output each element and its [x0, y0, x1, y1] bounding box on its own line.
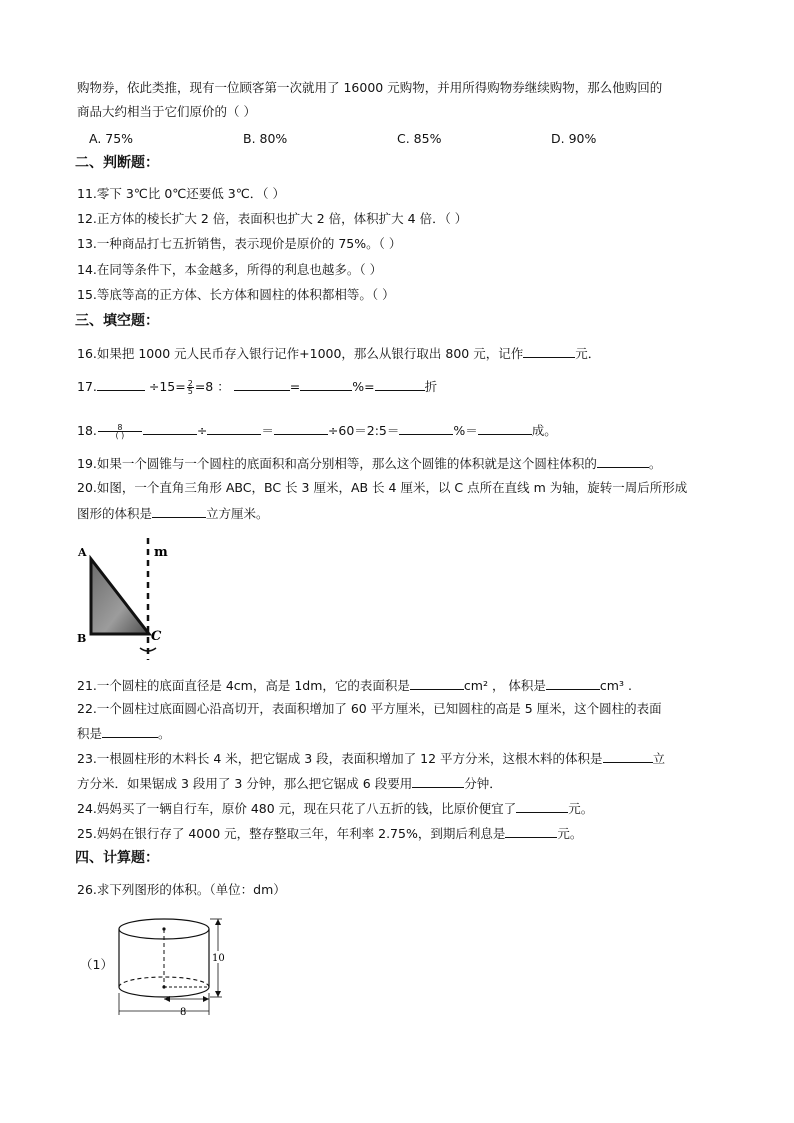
q16 — [77, 345, 600, 362]
section-3-heading: 三、填空题： — [75, 313, 159, 329]
q22-blank[interactable] — [102, 725, 158, 738]
q18-cheng: 成。 — [531, 423, 557, 438]
label-a: A — [78, 546, 87, 559]
q19-blank[interactable] — [597, 455, 649, 468]
label-m: m — [154, 545, 168, 560]
q17-blank-4[interactable] — [375, 378, 425, 391]
q18-blank-5[interactable] — [478, 422, 532, 435]
q18-blank-4[interactable] — [399, 422, 453, 435]
q13: 13.一种商品打七五折销售，表示现价是原价的 75%。（ ） — [77, 236, 402, 251]
q21-blank-1[interactable] — [410, 677, 464, 690]
q16-blank[interactable] — [523, 345, 575, 358]
intro-line-1: 购物券，依此类推，现有一位顾客第一次就用了 16000 元购物，并用所得购物券继续购物，那么他购回的 — [77, 80, 663, 95]
q16-unit: 元． — [575, 346, 601, 361]
q18-number: 18. — [77, 423, 97, 438]
cylinder-figure — [112, 915, 232, 1019]
q17-fraction: $\frac{2}{5}$ — [187, 379, 193, 396]
q19: 19.如果一个圆锥与一个圆柱的底面积和高分别相等，那么这个圆锥的体积就是这个圆柱体积的 。 — [77, 456, 662, 471]
q15: 15.等底等高的正方体、长方体和圆柱的体积都相等。（ ） — [77, 287, 395, 302]
q17-pct: %= — [352, 379, 375, 394]
q26: 26.求下列图形的体积。（单位：dm） — [77, 882, 286, 897]
q18-fraction: $\frac{8}{( )}$ — [98, 424, 142, 439]
q19-text: 19.如果一个圆锥与一个圆柱的底面积和高分别相等，那么这个圆锥的体积就是这个圆柱体积的 — [77, 456, 597, 471]
q17-blank-3[interactable] — [300, 378, 352, 391]
intro-line-2: 商品大约相当于它们原价的（ ） — [77, 104, 256, 119]
q17-blank-1[interactable] — [97, 378, 145, 391]
q25: 25.妈妈在银行存了 4000 元，整存整取三年，年利率 2.75%，到期后利息是 元。 — [77, 826, 583, 841]
q17-blank-2[interactable] — [234, 378, 290, 391]
q17-eq8: =8 ： — [194, 379, 230, 394]
q11: 11.零下 3℃比 0℃还要低 3℃．（ ） — [77, 186, 285, 201]
q20-line-1: 20.如图，一个直角三角形 ABC，BC 长 3 厘米，AB 长 4 厘米，以 C 点所在直线 m 为轴，旋转一周后所形成 — [77, 480, 688, 495]
q21-blank-2[interactable] — [546, 677, 600, 690]
q17-eq: = — [289, 379, 301, 394]
q20-blank[interactable] — [152, 505, 206, 518]
q25-blank[interactable] — [505, 825, 557, 838]
q18-ratio: ÷60＝2:5＝ — [327, 423, 400, 438]
option-d: D. 90% — [551, 131, 597, 146]
q23-line-1: 23.一根圆柱形的木料长 4 米，把它锯成 3 段，表面积增加了 12 平方分米，这根木料的体积是 立 — [77, 751, 666, 766]
q24: 24.妈妈买了一辆自行车，原价 480 元，现在只花了八五折的钱，比原价便宜了 元。 — [77, 801, 594, 816]
q18-div: ÷ — [196, 423, 208, 438]
q22-line-2: 积是 。 — [77, 726, 171, 741]
section-2-heading: 二、判断题： — [75, 155, 159, 171]
q17-number: 17. — [77, 379, 97, 394]
q18-blank-1[interactable] — [143, 422, 197, 435]
option-b: B. 80% — [243, 131, 288, 146]
q21: 21.一个圆柱的底面直径是 4cm，高是 1dm，它的表面积是 cm² ， 体积是 cm³ . — [77, 678, 632, 693]
section-4-heading: 四、计算题： — [75, 850, 159, 866]
q20-line-2: 图形的体积是 立方厘米。 — [77, 506, 269, 521]
option-c: C. 85% — [397, 131, 442, 146]
figure-2-label: （1） — [80, 957, 113, 972]
q23-blank-1[interactable] — [603, 750, 653, 763]
q18 — [77, 422, 557, 439]
label-c: C — [151, 629, 162, 644]
q12: 12.正方体的棱长扩大 2 倍，表面积也扩大 2 倍，体积扩大 4 倍．（ ） — [77, 211, 468, 226]
q14: 14.在同等条件下，本金越多，所得的利息也越多。（ ） — [77, 262, 383, 277]
q22-line-1: 22.一个圆柱过底面圆心沿高切开，表面积增加了 60 平方厘米，已知圆柱的高是 5 厘米，这个圆柱的表面 — [77, 701, 662, 716]
q24-blank[interactable] — [516, 800, 568, 813]
q17-div15: ÷15= — [148, 379, 186, 394]
q23-line-2: 方分米．如果锯成 3 段用了 3 分钟，那么把它锯成 6 段要用 分钟． — [77, 776, 502, 791]
label-b: B — [77, 632, 87, 645]
q16-text: 16.如果把 1000 元人民币存入银行记作+1000，那么从银行取出 800 元，记作 — [77, 346, 524, 361]
q18-pct: %＝ — [453, 423, 478, 438]
q23-blank-2[interactable] — [412, 775, 464, 788]
q17-zhe: 折 — [424, 379, 438, 394]
q18-blank-3[interactable] — [274, 422, 328, 435]
triangle-abc — [91, 559, 149, 634]
q18-eq: ＝ — [261, 423, 274, 438]
q18-blank-2[interactable] — [207, 422, 261, 435]
q17 — [77, 378, 437, 395]
height-label: 10 — [212, 953, 225, 964]
option-a: A. 75% — [89, 131, 134, 146]
triangle-figure — [74, 536, 174, 666]
diameter-label: 8 — [180, 1007, 187, 1018]
